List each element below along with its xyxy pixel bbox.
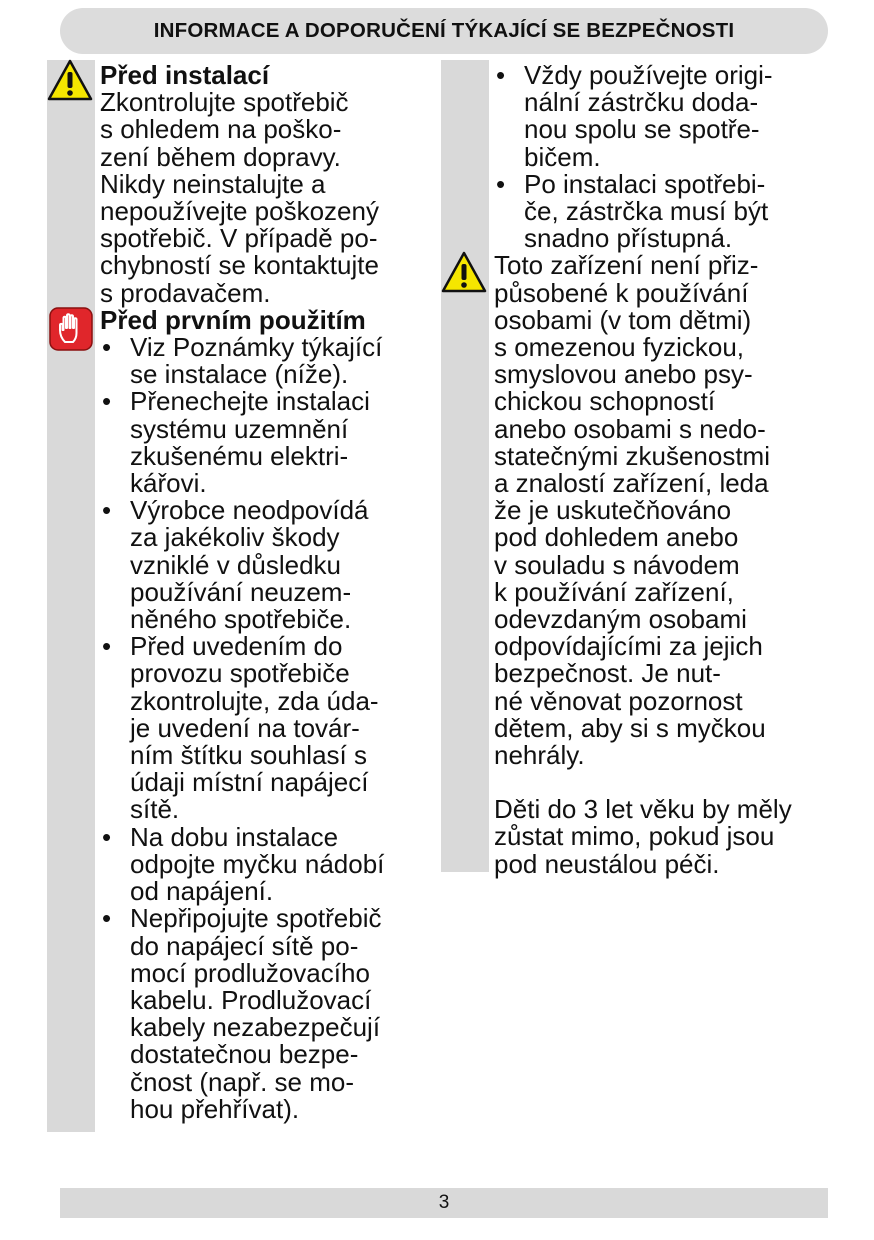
text-line: spotřebič. V případě po-: [100, 223, 378, 254]
before-first-use-list: [100, 334, 430, 1123]
text-line: dostatečnou bezpe-: [130, 1039, 359, 1070]
right-column: [494, 62, 824, 878]
section-heading-before-install: Před instalací: [100, 60, 270, 90]
text-line: vzniklé v důsledku: [130, 549, 341, 580]
warning-triangle-icon: [441, 250, 487, 294]
text-line: nepoužívejte poškozený: [100, 196, 379, 227]
text-line: ním štítku souhlasí s: [130, 740, 367, 771]
text-line: odpovídajícími za jejich: [494, 631, 763, 662]
text-line: • Přenechejte instalaci: [130, 386, 370, 417]
text-line: se instalace (níže).: [130, 359, 349, 390]
text-line: s ohledem na poško-: [100, 114, 342, 145]
text-line: používání neuzem-: [130, 576, 352, 607]
page-number: 3: [438, 1192, 450, 1213]
text-line: kabely nezabezpečují: [130, 1012, 381, 1043]
text-line: zkušenému elektri-: [130, 440, 349, 471]
text-line: nální zástrčku doda-: [524, 87, 759, 118]
text-line: odevzdaným osobami: [494, 604, 747, 635]
text-line: mocí prodlužovacího: [130, 957, 370, 988]
text-line: odpojte myčku nádobí: [130, 848, 385, 879]
list-item: [100, 334, 430, 388]
text-line: • Na dobu instalace: [130, 821, 339, 852]
text-line: chybností se kontaktujte: [100, 250, 379, 281]
section-heading-before-first-use: Před prvním použitím: [100, 304, 366, 335]
text-line: je uvedení na továr-: [130, 712, 360, 743]
text-line: chickou schopností: [494, 386, 716, 417]
text-line: dětem, aby si s myčkou: [494, 712, 766, 743]
text-line: sítě.: [130, 794, 180, 825]
text-line: a znalostí zařízení, leda: [494, 468, 769, 499]
text-line: do napájecí sítě po-: [130, 930, 359, 961]
text-line: • Nepřipojujte spotřebič: [130, 903, 382, 934]
text-line: nehrály.: [494, 740, 585, 771]
list-item: [494, 62, 824, 171]
list-item: [494, 168, 824, 254]
text-line: hou přehřívat).: [130, 1093, 300, 1124]
text-line: čnost (např. se mo-: [130, 1066, 354, 1097]
stop-hand-icon: [48, 306, 94, 352]
text-line: bičem.: [524, 141, 601, 172]
text-line: Zkontrolujte spotřebič: [100, 87, 349, 118]
text-line: něného spotřebiče.: [130, 604, 352, 635]
text-line: nou spolu se spotře-: [524, 114, 760, 145]
text-line: smyslovou anebo psy-: [494, 359, 753, 390]
text-line: kabelu. Prodlužovací: [130, 984, 372, 1015]
text-line: snadno přístupná.: [524, 223, 733, 254]
text-line: Nikdy neinstalujte a: [100, 168, 326, 199]
before-install-paragraph: [100, 89, 430, 307]
text-line: od napájení.: [130, 876, 274, 907]
text-line: • Před uvedením do: [130, 631, 343, 662]
children-paragraph: [494, 796, 824, 878]
left-column: [100, 62, 430, 1123]
text-line: né věnovat pozornost: [494, 685, 743, 716]
text-line: Toto zařízení není přiz-: [494, 250, 759, 281]
text-line: s omezenou fyzickou,: [494, 332, 745, 363]
list-item: [100, 497, 430, 633]
list-item: [100, 905, 430, 1123]
warning-paragraph: [494, 252, 824, 769]
text-line: kářovi.: [130, 468, 207, 499]
left-margin-strip: [47, 60, 95, 1132]
list-item: [100, 633, 430, 823]
text-line: působené k používání: [494, 277, 749, 308]
text-line: Děti do 3 let věku by měly: [494, 794, 792, 825]
text-line: systému uzemnění: [130, 413, 349, 444]
list-item: [100, 388, 430, 497]
text-line: pod neustálou péči.: [494, 848, 720, 879]
plug-list: [494, 62, 824, 252]
text-line: že je uskutečňováno: [494, 495, 732, 526]
text-line: zůstat mimo, pokud jsou: [494, 821, 775, 852]
text-line: zení během dopravy.: [100, 141, 341, 172]
text-line: • Vždy používejte origi-: [524, 60, 773, 90]
right-margin-strip: [441, 60, 489, 872]
text-line: statečnými zkušenostmi: [494, 440, 770, 471]
text-line: údaji místní napájecí: [130, 767, 369, 798]
page-header: [60, 8, 828, 54]
text-line: pod dohledem anebo: [494, 522, 739, 553]
list-item: [100, 821, 430, 907]
text-line: anebo osobami s nedo-: [494, 413, 766, 444]
text-line: za jakékoliv škody: [130, 522, 340, 553]
text-line: zkontrolujte, zda úda-: [130, 685, 379, 716]
text-line: • Viz Poznámky týkající: [130, 332, 383, 363]
paragraph-spacer: [494, 769, 824, 796]
page-title: INFORMACE A DOPORUČENÍ TÝKAJÍCÍ SE BEZPEČNOSTI: [153, 19, 735, 42]
text-line: bezpečnost. Je nut-: [494, 658, 721, 689]
page-footer: [60, 1188, 828, 1218]
text-line: provozu spotřebiče: [130, 658, 350, 689]
text-line: osobami (v tom dětmi): [494, 304, 752, 335]
text-line: • Po instalaci spotřebi-: [524, 168, 766, 199]
text-line: s prodavačem.: [100, 277, 271, 308]
text-line: če, zástrčka musí být: [524, 196, 769, 227]
warning-triangle-icon: [47, 58, 93, 102]
text-line: v souladu s návodem: [494, 549, 740, 580]
text-line: k používání zařízení,: [494, 576, 734, 607]
text-line: • Výrobce neodpovídá: [130, 495, 369, 526]
